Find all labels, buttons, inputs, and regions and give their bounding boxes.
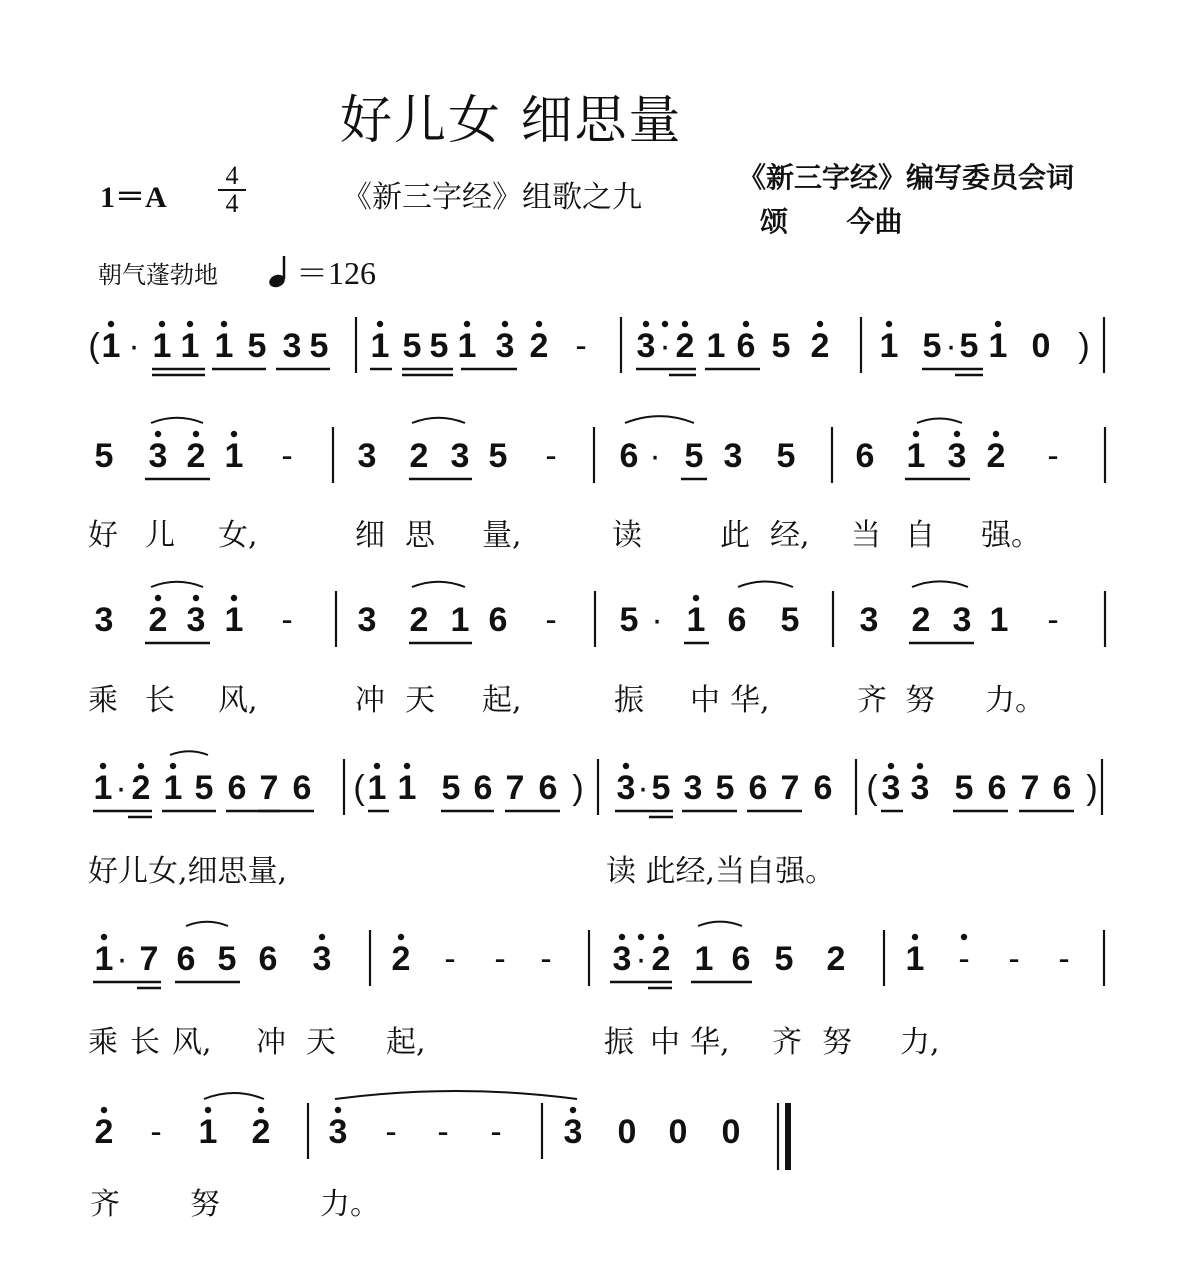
note-number: 3 bbox=[952, 601, 972, 639]
time-signature-bottom: 4 bbox=[225, 189, 239, 218]
note-number: 5 bbox=[402, 327, 422, 365]
lyric-word: 天 bbox=[405, 683, 435, 718]
octave-dot bbox=[187, 321, 193, 327]
bracket: ( bbox=[353, 769, 365, 807]
note-number: 3 bbox=[148, 437, 168, 475]
note-number: 1 bbox=[93, 769, 113, 807]
note-number: 1 bbox=[457, 327, 477, 365]
note-number: 5 bbox=[651, 769, 671, 807]
lyric-word: 思 bbox=[405, 518, 435, 553]
note-number: 0 bbox=[721, 1113, 741, 1151]
note-number: 3 bbox=[450, 437, 470, 475]
lyric-word: 力。 bbox=[985, 683, 1045, 718]
octave-dot bbox=[743, 321, 749, 327]
dash-mark: - bbox=[1047, 601, 1059, 639]
note-number: 3 bbox=[312, 940, 332, 978]
note-number: 7 bbox=[1020, 769, 1040, 807]
bracket: ) bbox=[1086, 769, 1098, 807]
lyric-word: 中 bbox=[690, 683, 720, 718]
note-number: 5 bbox=[488, 437, 508, 475]
lyric-word: 好儿女,细思量, bbox=[88, 854, 288, 889]
slur-mark bbox=[170, 751, 208, 755]
note-number: 2 bbox=[529, 327, 549, 365]
dash-mark: - bbox=[1008, 940, 1020, 978]
octave-dot bbox=[993, 431, 999, 437]
octave-dot bbox=[662, 321, 668, 327]
note-number: 1 bbox=[367, 769, 387, 807]
lyricist-credit: 《新三字经》编写委员会词 bbox=[738, 161, 1075, 194]
octave-dot bbox=[693, 595, 699, 601]
note-number: 1 bbox=[706, 327, 726, 365]
note-number: 6 bbox=[227, 769, 247, 807]
note-number: 7 bbox=[259, 769, 279, 807]
note-number: 3 bbox=[94, 601, 114, 639]
octave-dot bbox=[193, 595, 199, 601]
octave-dot bbox=[374, 763, 380, 769]
dash-mark: - bbox=[494, 940, 506, 978]
dot-mark: · bbox=[649, 437, 661, 475]
lyric-word: 华, bbox=[690, 1025, 730, 1060]
dash-mark: - bbox=[545, 601, 557, 639]
note-number: 5 bbox=[771, 327, 791, 365]
note-number: 1 bbox=[686, 601, 706, 639]
dot-mark: · bbox=[945, 327, 957, 365]
lyric-word: 齐 bbox=[772, 1025, 802, 1060]
octave-dot bbox=[319, 934, 325, 940]
dash-mark: - bbox=[1047, 437, 1059, 475]
lyric-word: 努 bbox=[190, 1187, 220, 1222]
dot-mark: · bbox=[116, 940, 128, 978]
key-signature: 1＝A bbox=[100, 181, 167, 214]
note-number: 5 bbox=[715, 769, 735, 807]
note-number: 2 bbox=[251, 1113, 271, 1151]
note-number: 3 bbox=[357, 437, 377, 475]
note-number: 1 bbox=[224, 601, 244, 639]
note-number: 0 bbox=[1031, 327, 1051, 365]
octave-dot bbox=[159, 321, 165, 327]
dash-mark: - bbox=[437, 1113, 449, 1151]
lyric-word: 冲 bbox=[355, 683, 385, 718]
octave-dot bbox=[619, 934, 625, 940]
bracket: ( bbox=[88, 327, 100, 365]
octave-dot bbox=[638, 934, 644, 940]
song-subtitle: 《新三字经》组歌之九 bbox=[342, 180, 642, 215]
note-number: 5 bbox=[922, 327, 942, 365]
note-number: 1 bbox=[214, 327, 234, 365]
octave-dot bbox=[888, 763, 894, 769]
slur-mark bbox=[698, 922, 742, 926]
note-number: 5 bbox=[774, 940, 794, 978]
octave-dot bbox=[108, 321, 114, 327]
note-number: 5 bbox=[780, 601, 800, 639]
bracket: ( bbox=[866, 769, 878, 807]
slur-mark bbox=[335, 1091, 577, 1099]
octave-dot bbox=[682, 321, 688, 327]
dash-mark: - bbox=[540, 940, 552, 978]
note-number: 2 bbox=[651, 940, 671, 978]
dot-mark: · bbox=[651, 601, 663, 639]
lyric-word: 经, bbox=[770, 518, 810, 553]
slur-mark bbox=[738, 582, 793, 588]
lyric-word: 当 bbox=[851, 518, 881, 553]
octave-dot bbox=[155, 431, 161, 437]
octave-dot bbox=[258, 1107, 264, 1113]
octave-dot bbox=[155, 595, 161, 601]
octave-dot bbox=[502, 321, 508, 327]
slur-mark bbox=[917, 419, 962, 424]
note-number: 1 bbox=[370, 327, 390, 365]
note-number: 3 bbox=[881, 769, 901, 807]
note-number: 6 bbox=[619, 437, 639, 475]
dash-mark: - bbox=[150, 1113, 162, 1151]
lyric-word: 乘 bbox=[88, 683, 118, 718]
octave-dot bbox=[231, 595, 237, 601]
note-number: 1 bbox=[906, 437, 926, 475]
octave-dot bbox=[138, 763, 144, 769]
octave-dot bbox=[913, 431, 919, 437]
slur-mark bbox=[412, 418, 465, 423]
note-number: 5 bbox=[959, 327, 979, 365]
dash-mark: - bbox=[545, 437, 557, 475]
note-number: 0 bbox=[617, 1113, 637, 1151]
note-number: 1 bbox=[989, 601, 1009, 639]
note-number: 1 bbox=[94, 940, 114, 978]
note-number: 0 bbox=[668, 1113, 688, 1151]
note-number: 3 bbox=[357, 601, 377, 639]
octave-dot bbox=[101, 1107, 107, 1113]
octave-dot bbox=[954, 431, 960, 437]
octave-dot bbox=[205, 1107, 211, 1113]
dash-mark: - bbox=[281, 437, 293, 475]
bracket: ) bbox=[572, 769, 584, 807]
octave-dot bbox=[193, 431, 199, 437]
note-number: 6 bbox=[176, 940, 196, 978]
note-number: 3 bbox=[328, 1113, 348, 1151]
note-number: 5 bbox=[776, 437, 796, 475]
note-number: 7 bbox=[505, 769, 525, 807]
note-number: 6 bbox=[292, 769, 312, 807]
note-number: 6 bbox=[473, 769, 493, 807]
octave-dot bbox=[398, 934, 404, 940]
lyric-word: 齐 bbox=[857, 683, 887, 718]
dot-mark: · bbox=[659, 327, 671, 365]
lyric-word: 此 bbox=[720, 518, 750, 553]
octave-dot bbox=[404, 763, 410, 769]
lyric-word: 好 bbox=[88, 518, 118, 553]
composer-credit: 颂 今曲 bbox=[760, 205, 903, 238]
note-number: 2 bbox=[986, 437, 1006, 475]
octave-dot bbox=[886, 321, 892, 327]
note-number: 3 bbox=[563, 1113, 583, 1151]
lyric-word: 乘 bbox=[88, 1025, 118, 1060]
note-number: 1 bbox=[163, 769, 183, 807]
lyric-word: 强。 bbox=[981, 518, 1041, 553]
note-number: 1 bbox=[988, 327, 1008, 365]
note-number: 1 bbox=[879, 327, 899, 365]
note-number: 2 bbox=[186, 437, 206, 475]
dash-mark: - bbox=[575, 327, 587, 365]
lyric-word: 起, bbox=[386, 1025, 426, 1060]
lyric-word: 华, bbox=[730, 683, 770, 718]
note-number: 5 bbox=[94, 437, 114, 475]
song-title: 好儿女 细思量 bbox=[340, 91, 683, 151]
note-number: 3 bbox=[723, 437, 743, 475]
note-number: 3 bbox=[859, 601, 879, 639]
expression-mark: 朝气蓬勃地 bbox=[98, 261, 218, 289]
octave-dot bbox=[570, 1107, 576, 1113]
note-number: 3 bbox=[616, 769, 636, 807]
octave-dot bbox=[623, 763, 629, 769]
note-number: 2 bbox=[810, 327, 830, 365]
dot-mark: · bbox=[635, 940, 647, 978]
note-number: 2 bbox=[911, 601, 931, 639]
note-number: 3 bbox=[282, 327, 302, 365]
note-number: 2 bbox=[409, 601, 429, 639]
lyric-word: 起, bbox=[482, 683, 522, 718]
slur-mark bbox=[625, 416, 694, 423]
note-number: 1 bbox=[905, 940, 925, 978]
note-number: 7 bbox=[139, 940, 159, 978]
note-number: 6 bbox=[748, 769, 768, 807]
note-number: 1 bbox=[450, 601, 470, 639]
note-number: 2 bbox=[94, 1113, 114, 1151]
bracket: ) bbox=[1078, 327, 1090, 365]
note-number: 6 bbox=[736, 327, 756, 365]
octave-dot bbox=[961, 934, 967, 940]
note-number: 6 bbox=[731, 940, 751, 978]
lyric-word: 冲 bbox=[256, 1025, 286, 1060]
lyric-word: 力, bbox=[900, 1025, 940, 1060]
note-number: 1 bbox=[694, 940, 714, 978]
note-number: 3 bbox=[495, 327, 515, 365]
lyric-word: 长 bbox=[145, 683, 175, 718]
octave-dot bbox=[658, 934, 664, 940]
octave-dot bbox=[643, 321, 649, 327]
tempo-value: ＝126 bbox=[296, 255, 377, 291]
dot-mark: · bbox=[115, 769, 127, 807]
note-number: 1 bbox=[152, 327, 172, 365]
note-number: 3 bbox=[910, 769, 930, 807]
note-number: 2 bbox=[131, 769, 151, 807]
note-number: 3 bbox=[636, 327, 656, 365]
lyric-word: 天 bbox=[306, 1025, 336, 1060]
octave-dot bbox=[377, 321, 383, 327]
dash-mark: - bbox=[958, 940, 970, 978]
octave-dot bbox=[231, 431, 237, 437]
note-number: 2 bbox=[409, 437, 429, 475]
octave-dot bbox=[464, 321, 470, 327]
note-number: 7 bbox=[780, 769, 800, 807]
lyric-word: 细 bbox=[355, 518, 385, 553]
dash-mark: - bbox=[490, 1113, 502, 1151]
dash-mark: - bbox=[1058, 940, 1070, 978]
octave-dot bbox=[335, 1107, 341, 1113]
note-number: 5 bbox=[247, 327, 267, 365]
slur-mark bbox=[151, 418, 203, 423]
slur-mark bbox=[151, 582, 203, 587]
note-number: 6 bbox=[1052, 769, 1072, 807]
note-number: 5 bbox=[619, 601, 639, 639]
note-number: 2 bbox=[148, 601, 168, 639]
dot-mark: · bbox=[637, 769, 649, 807]
note-number: 5 bbox=[429, 327, 449, 365]
note-number: 3 bbox=[683, 769, 703, 807]
lyric-word: 儿 bbox=[145, 518, 175, 553]
note-number: 5 bbox=[684, 437, 704, 475]
lyric-word: 努 bbox=[905, 683, 935, 718]
note-number: 6 bbox=[488, 601, 508, 639]
note-number: 6 bbox=[258, 940, 278, 978]
lyric-word: 读 此经,当自强。 bbox=[606, 854, 836, 889]
slur-mark bbox=[204, 1093, 264, 1099]
note-number: 1 bbox=[397, 769, 417, 807]
note-number: 6 bbox=[727, 601, 747, 639]
lyric-word: 风, bbox=[172, 1025, 212, 1060]
note-number: 6 bbox=[538, 769, 558, 807]
dot-mark: · bbox=[128, 327, 140, 365]
slur-mark bbox=[912, 581, 968, 587]
dash-mark: - bbox=[385, 1113, 397, 1151]
octave-dot bbox=[101, 934, 107, 940]
dash-mark: - bbox=[444, 940, 456, 978]
octave-dot bbox=[917, 763, 923, 769]
lyric-word: 量, bbox=[482, 518, 522, 553]
lyric-word: 长 bbox=[130, 1025, 160, 1060]
lyric-word: 齐 bbox=[90, 1187, 120, 1222]
slur-mark bbox=[412, 582, 465, 587]
note-number: 6 bbox=[813, 769, 833, 807]
dash-mark: - bbox=[281, 601, 293, 639]
note-number: 5 bbox=[309, 327, 329, 365]
note-number: 6 bbox=[987, 769, 1007, 807]
octave-dot bbox=[817, 321, 823, 327]
time-signature-top: 4 bbox=[225, 161, 239, 190]
lyric-word: 中 bbox=[650, 1025, 680, 1060]
octave-dot bbox=[536, 321, 542, 327]
lyric-word: 风, bbox=[218, 683, 258, 718]
note-number: 1 bbox=[101, 327, 121, 365]
note-number: 1 bbox=[224, 437, 244, 475]
lyric-word: 读 bbox=[612, 518, 642, 553]
note-number: 5 bbox=[954, 769, 974, 807]
note-number: 5 bbox=[217, 940, 237, 978]
note-number: 3 bbox=[947, 437, 967, 475]
note-number: 3 bbox=[186, 601, 206, 639]
note-number: 6 bbox=[855, 437, 875, 475]
note-number: 2 bbox=[391, 940, 411, 978]
octave-dot bbox=[995, 321, 1001, 327]
lyric-word: 自 bbox=[905, 518, 935, 553]
note-number: 5 bbox=[441, 769, 461, 807]
note-number: 5 bbox=[194, 769, 214, 807]
lyric-word: 努 bbox=[822, 1025, 852, 1060]
lyric-word: 振 bbox=[614, 683, 644, 718]
octave-dot bbox=[100, 763, 106, 769]
lyric-word: 振 bbox=[604, 1025, 634, 1060]
note-number: 2 bbox=[675, 327, 695, 365]
lyric-word: 女, bbox=[218, 518, 258, 553]
octave-dot bbox=[221, 321, 227, 327]
lyric-word: 力。 bbox=[320, 1187, 380, 1222]
note-number: 1 bbox=[180, 327, 200, 365]
note-number: 3 bbox=[612, 940, 632, 978]
octave-dot bbox=[912, 934, 918, 940]
octave-dot bbox=[170, 763, 176, 769]
note-number: 1 bbox=[198, 1113, 218, 1151]
slur-mark bbox=[186, 922, 228, 926]
note-number: 2 bbox=[826, 940, 846, 978]
